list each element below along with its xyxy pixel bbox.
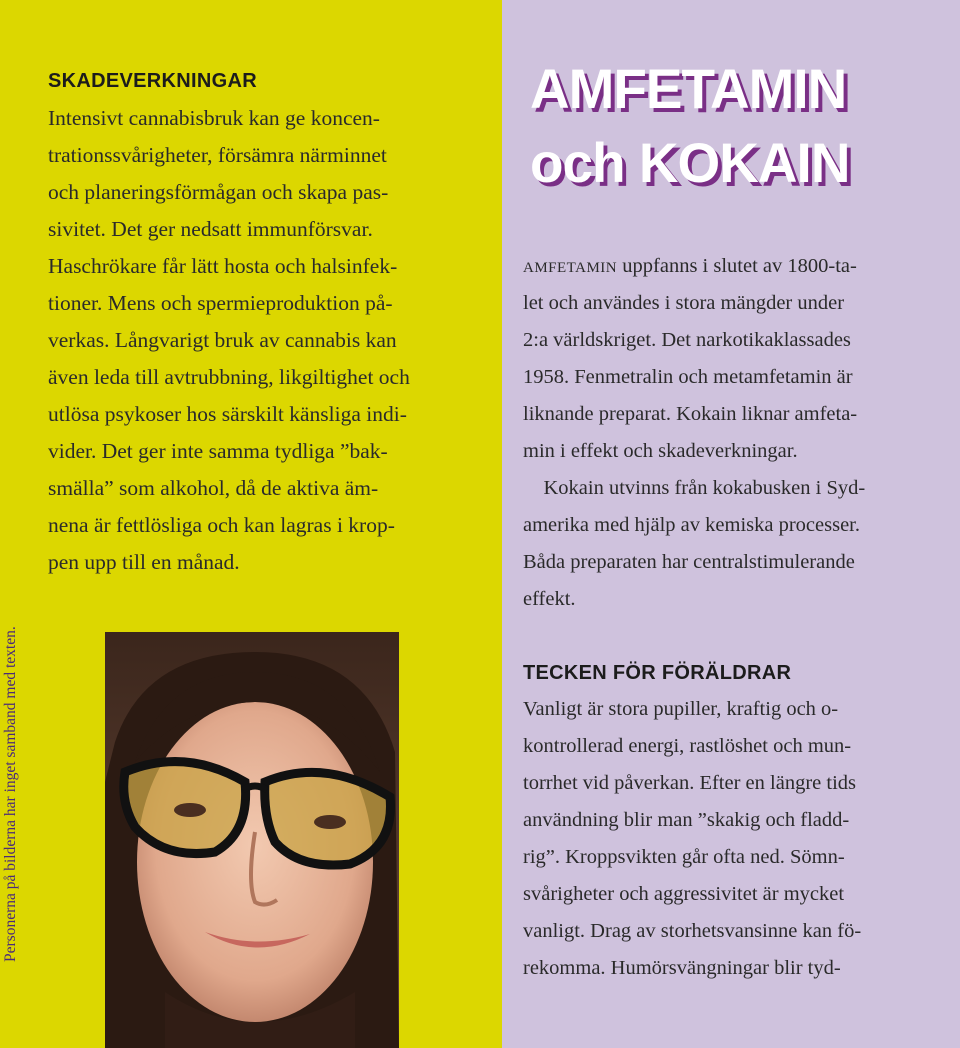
body-line: och planeringsförmågan och skapa pas- xyxy=(48,180,389,204)
section-heading-tecken: TECKEN FÖR FÖRÄLDRAR xyxy=(523,662,792,684)
body-line: 2:a världskriget. Det narkotikaklassades xyxy=(523,329,851,351)
portrait-illustration xyxy=(105,632,399,1048)
body-line: vanligt. Drag av storhetsvansinne kan fö- xyxy=(523,920,862,942)
title-line-amfetamin: AMFETAMIN xyxy=(530,57,847,120)
body-line: effekt. xyxy=(523,588,576,610)
body-line: tioner. Mens och spermieproduktion på- xyxy=(48,291,393,315)
body-line: användning blir man ”skakig och fladd- xyxy=(523,809,850,831)
body-line: torrhet vid påverkan. Efter en längre tids xyxy=(523,772,856,794)
body-line: min i effekt och skadeverkningar. xyxy=(523,440,798,462)
body-line: liknande preparat. Kokain liknar amfeta- xyxy=(523,403,858,425)
intro-caps: AMFETAMIN xyxy=(523,260,618,276)
body-line: sivitet. Det ger nedsatt immunförsvar. xyxy=(48,217,373,241)
body-line: Vanligt är stora pupiller, kraftig och o- xyxy=(523,698,839,720)
body-line: nena är fettlösliga och kan lagras i krop- xyxy=(48,513,395,537)
photo-disclaimer: Personerna på bilderna har inget samband med texten. xyxy=(2,626,19,962)
body-line: Intensivt cannabisbruk kan ge koncen- xyxy=(48,106,380,130)
body-line: smälla” som alkohol, då de aktiva äm- xyxy=(48,476,379,500)
body-line: vider. Det ger inte samma tydliga ”bak- xyxy=(48,439,388,463)
intro-rest: uppfanns i slutet av 1800-ta- xyxy=(617,255,857,277)
body-line: Båda preparaten har centralstimulerande xyxy=(523,551,855,573)
body-line: trationssvårigheter, försämra närminnet xyxy=(48,143,387,167)
body-line: Haschrökare får lätt hosta och halsinfek- xyxy=(48,254,398,278)
body-line: amerika med hjälp av kemiska processer. xyxy=(523,514,860,536)
portrait-photo xyxy=(105,632,399,1048)
body-line: rig”. Kroppsvikten går ofta ned. Sömn- xyxy=(523,846,845,868)
body-line: utlösa psykoser hos särskilt känsliga indi- xyxy=(48,402,407,426)
body-line: rekomma. Humörsvängningar blir tyd- xyxy=(523,957,841,979)
title-line-kokain: och KOKAIN xyxy=(530,131,850,194)
body-line: 1958. Fenmetralin och metamfetamin är xyxy=(523,366,853,388)
body-line: Kokain utvinns från kokabusken i Syd- xyxy=(523,477,866,499)
body-line: svårigheter och aggressivitet är mycket xyxy=(523,883,845,905)
body-line: let och användes i stora mängder under xyxy=(523,292,845,314)
body-line: pen upp till en månad. xyxy=(48,550,240,574)
intro-line xyxy=(523,255,857,278)
section-heading-skadeverkningar: SKADEVERKNINGAR xyxy=(48,70,257,92)
body-line: verkas. Långvarigt bruk av cannabis kan xyxy=(48,328,397,352)
body-line: kontrollerad energi, rastlöshet och mun- xyxy=(523,735,852,757)
article-title xyxy=(530,52,849,200)
body-line: även leda till avtrubbning, likgiltighet och xyxy=(48,365,410,389)
